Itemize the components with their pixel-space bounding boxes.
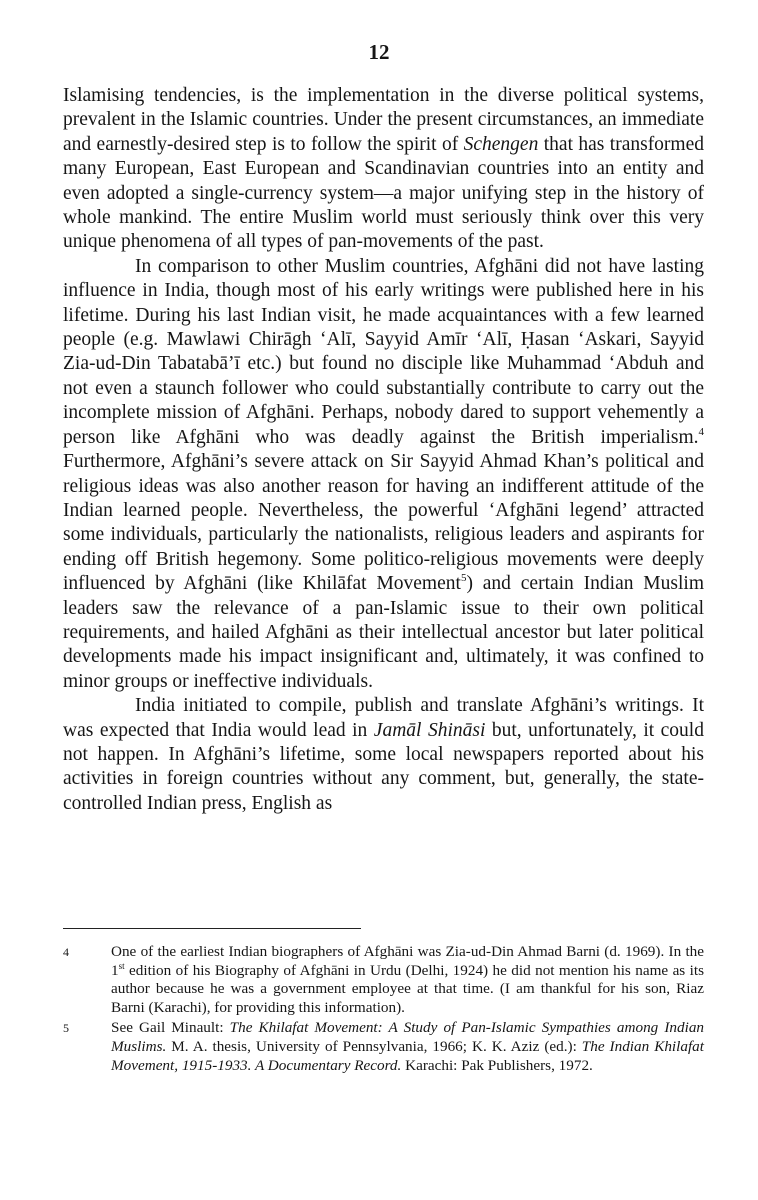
footnote-number: 4 (63, 945, 69, 959)
page-number: 12 (368, 40, 390, 64)
paragraph-text: but, unfortunately, it could not happen. In Afghāni’s lifetime, some local newspapers reported about his activities in foreign countries without any comment, but, generally, the state-controlled Indian press, English as (63, 719, 704, 814)
body-text (63, 84, 704, 816)
footnote-text: edition of his Biography of Afghāni in Urdu (Delhi, 1924) he did not mention his name as its author because he was a government employee at that time. (I am thankful for his son, Riaz Barni (Karachi), for providing this information). (111, 961, 704, 1016)
paragraph-text: India initiated to compile, publish and translate Afghāni’s writings. It was expected that India would lead in (63, 695, 704, 741)
footnote-text: See Gail Minault: (111, 1019, 230, 1037)
footnote-text: One of the earliest Indian biographers of Afghāni was Zia-ud-Din Ahmad Barni (d. 1969). In the 1 (111, 943, 704, 979)
footnote-5 (63, 1019, 704, 1075)
paragraph-2 (63, 255, 704, 694)
paragraph-3 (63, 694, 704, 816)
book-title: The Khilafat Movement: A Study of Pan-Islamic Sympathies among Indian Muslims. (111, 1019, 705, 1055)
paragraph-text: ) and certain Indian Muslim leaders saw the relevance of a pan-Islamic issue to their own political requirements, and hailed Afghāni as their intellectual ancestor but later political developments made his impact insignificant and, ultimately, it was confined to minor groups or ineffective individuals. (63, 573, 704, 692)
paragraph-1 (63, 84, 704, 255)
paragraph-text: Islamising tendencies, is the implementation in the diverse political systems, prevalent in the Islamic countries. Under the present circumstances, an immediate and earnestly-desired step is to follow the spirit of (63, 85, 704, 155)
ordinal-suffix: st (118, 960, 125, 971)
book-title: The Indian Khilafat Movement, 1915-1933. A Documentary Record. (111, 1037, 704, 1074)
footnote-number: 5 (63, 1021, 69, 1036)
footnote-divider (63, 928, 361, 929)
footnote-text: Karachi: Pak Publishers, 1972. (401, 1056, 593, 1074)
italic-term: Schengen (463, 133, 539, 155)
paragraph-text: Furthermore, Afghāni’s severe attack on Sir Sayyid Ahmad Khan’s political and religious ideas was also another reason for having an indifferent attitude of the Indian learned people. Nevertheless, the powerful ‘Afghāni legend’ attracted some individuals, particularly the nationalists, religious leaders and aspirants for ending off British hegemony. Some politico-religious movements were deeply influenced by Afghāni (like Khilāfat Movement (63, 451, 704, 595)
paragraph-text: In comparison to other Muslim countries, Afghāni did not have lasting influence in India, though most of his early writings were published here in his lifetime. During his last Indian visit, he made acquaintances with a few learned people (e.g. Mawlawi Chirāgh ‘Alī, Sayyid Amīr ‘Alī, Ḥasan ‘Askari, Sayyid Zia-ud-Din Tabatabā’ī etc.) but found no disciple like Muhammad ‘Abduh and not even a staunch follower who could substantially contribute to carry out the incomplete mission of Afghāni. Perhaps, nobody dared to support vehemently a person like Afghāni who was deadly against the British imperialism. (63, 255, 704, 448)
footnote-ref-4: 4 (698, 425, 704, 438)
italic-term: Jamāl Shināsi (373, 719, 486, 741)
paragraph-text: that has transformed many European, East European and Scandinavian countries into an entity and even adopted a single-currency system—a major unifying step in the history of whole mankind. The entire Muslim world must seriously think over this very unique phenomena of all types of pan-movements of the past. (63, 133, 704, 253)
footnote-4 (63, 943, 704, 1017)
footnote-ref-5: 5 (460, 572, 467, 585)
footnote-text: M. A. thesis, University of Pennsylvania, 1966; K. K. Aziz (ed.): (166, 1037, 582, 1055)
footnotes (63, 943, 704, 1075)
